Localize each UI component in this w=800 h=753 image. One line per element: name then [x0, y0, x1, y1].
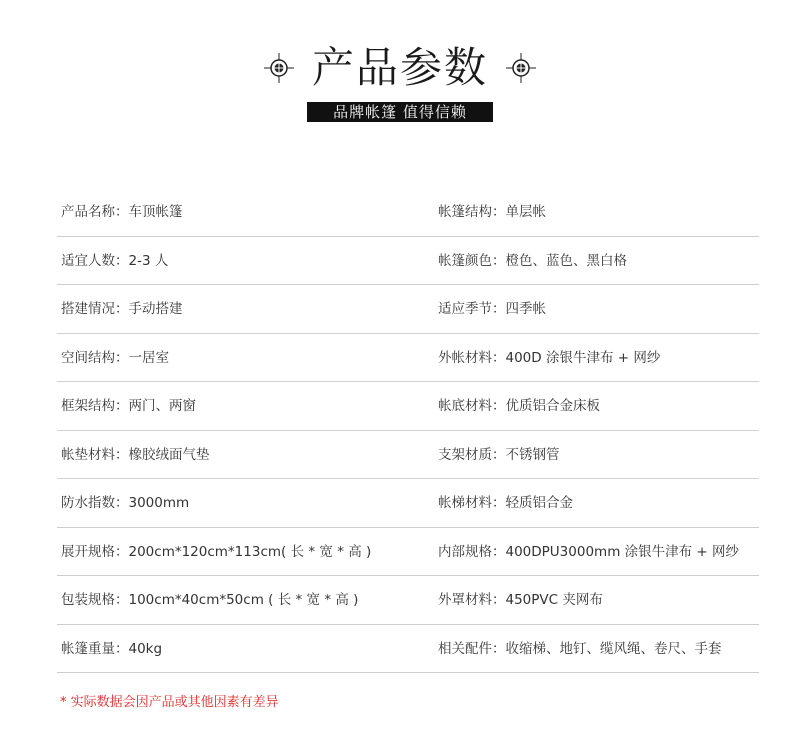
spec-item	[61, 528, 371, 576]
spec-label: 帐底材料：	[438, 398, 506, 414]
spec-row	[57, 431, 759, 480]
spec-value: 450PVC 夹网布	[505, 592, 603, 608]
spec-item	[438, 625, 722, 673]
spec-label: 展开规格：	[61, 543, 129, 560]
spec-label: 帐梯材料：	[438, 495, 506, 511]
spec-label: 外帐材料：	[438, 349, 506, 366]
spec-value: 优质铝合金床板	[505, 398, 600, 414]
spec-value: 200cm*120cm*113cm( 长 * 宽 * 高 )	[128, 543, 372, 560]
spec-item	[438, 285, 546, 333]
spec-item	[438, 431, 560, 479]
spec-item	[438, 188, 546, 236]
spec-item	[61, 431, 210, 479]
spec-label: 搭建情况：	[61, 301, 129, 317]
spec-label: 相关配件：	[438, 640, 506, 657]
spec-label: 内部规格：	[438, 543, 506, 560]
spec-item	[61, 382, 196, 430]
spec-value: 四季帐	[505, 301, 546, 317]
spec-row	[57, 285, 759, 334]
spec-label: 支架材质：	[438, 446, 506, 463]
subtitle-banner: 品牌帐篷 值得信赖	[307, 102, 493, 122]
spec-item	[61, 285, 183, 333]
spec-label: 适宜人数：	[61, 252, 129, 269]
spec-value: 轻质铝合金	[505, 495, 573, 511]
spec-row	[57, 576, 759, 625]
spec-item	[438, 479, 573, 527]
spec-item	[438, 528, 739, 576]
spec-label: 适应季节：	[438, 301, 506, 317]
spec-label: 空间结构：	[61, 349, 129, 366]
spec-value: 400DPU3000mm 涂银牛津布 + 网纱	[505, 543, 740, 560]
spec-value: 不锈钢管	[505, 446, 560, 463]
spec-value: 橡胶绒面气垫	[128, 446, 210, 463]
page-title: 产品参数	[311, 43, 488, 92]
spec-label: 产品名称：	[61, 204, 129, 220]
spec-value: 100cm*40cm*50cm ( 长 * 宽 * 高 )	[128, 592, 359, 608]
spec-value: 一居室	[128, 349, 169, 366]
spec-item	[438, 382, 600, 430]
spec-table	[57, 188, 759, 673]
spec-value: 橙色、蓝色、黑白格	[505, 252, 627, 269]
spec-row	[57, 237, 759, 286]
spec-label: 外罩材料：	[438, 592, 506, 608]
spec-label: 包装规格：	[61, 592, 129, 608]
spec-row	[57, 334, 759, 383]
spec-value: 收缩梯、地钉、缆风绳、卷尺、手套	[505, 640, 722, 657]
spec-item	[438, 334, 660, 382]
spec-row	[57, 382, 759, 431]
spec-item	[61, 237, 168, 285]
spec-row	[57, 188, 759, 237]
spec-label: 帐垫材料：	[61, 446, 129, 463]
spec-label: 防水指数：	[61, 495, 129, 511]
spec-value: 3000mm	[128, 495, 190, 511]
crosshair-icon	[506, 53, 536, 83]
spec-value: 2-3 人	[128, 252, 169, 269]
spec-value: 车顶帐篷	[128, 204, 183, 220]
crosshair-icon	[264, 53, 294, 83]
spec-row	[57, 528, 759, 577]
spec-value: 手动搭建	[128, 301, 183, 317]
spec-value: 两门、两窗	[128, 398, 196, 414]
spec-item	[61, 576, 358, 624]
spec-label: 框架结构：	[61, 398, 129, 414]
spec-item	[61, 334, 169, 382]
spec-item	[438, 237, 627, 285]
spec-value: 单层帐	[505, 204, 546, 220]
spec-item	[438, 576, 603, 624]
spec-label: 帐篷重量：	[61, 640, 129, 657]
spec-item	[61, 625, 162, 673]
title-row	[0, 40, 800, 96]
page-header	[0, 40, 800, 130]
spec-label: 帐篷颜色：	[438, 252, 506, 269]
spec-row	[57, 479, 759, 528]
spec-value: 40kg	[128, 640, 163, 657]
spec-row	[57, 625, 759, 674]
spec-value: 400D 涂银牛津布 + 网纱	[505, 349, 661, 366]
spec-label: 帐篷结构：	[438, 204, 506, 220]
spec-item	[61, 479, 189, 527]
disclaimer-note: * 实际数据会因产品或其他因素有差异	[60, 695, 279, 710]
spec-item	[61, 188, 183, 236]
